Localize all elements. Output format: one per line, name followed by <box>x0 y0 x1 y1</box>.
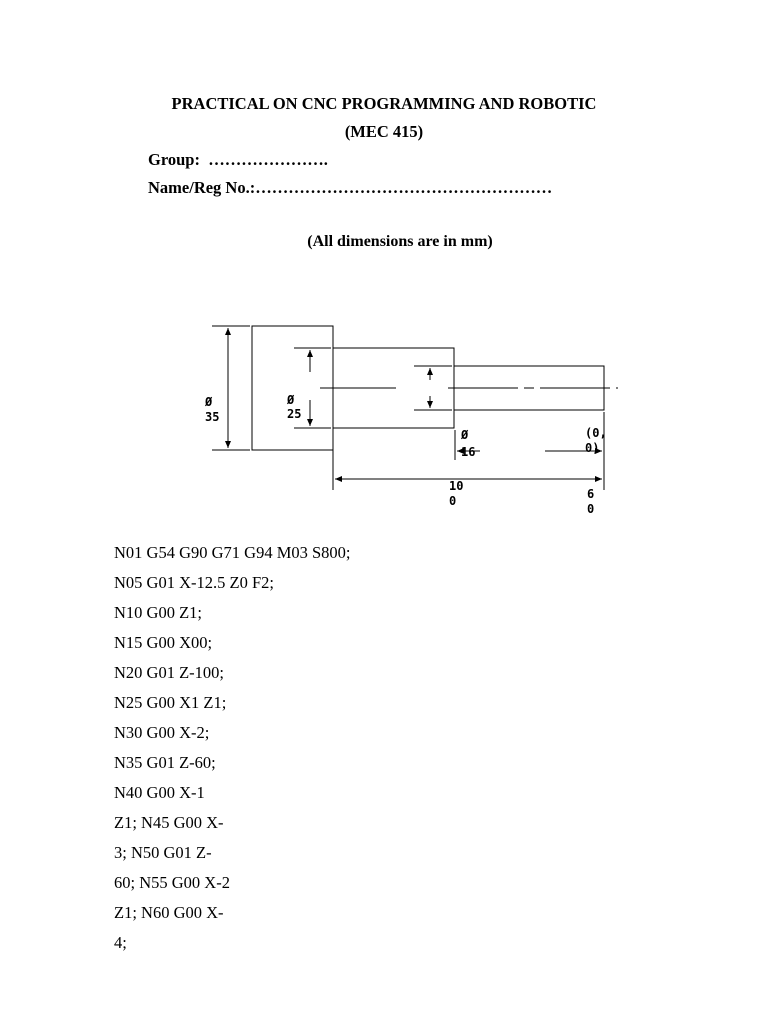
dimensions-note: (All dimensions are in mm) <box>307 233 493 250</box>
course-code: (MEC 415) <box>344 122 424 141</box>
program-line: N05 G01 X-12.5 Z0 F2; <box>114 573 274 592</box>
program-line: N15 G00 X00; <box>114 633 213 652</box>
program-line: 60; N55 G00 X-2 <box>114 873 230 892</box>
dia35-symbol: Ø <box>205 395 213 409</box>
dia25-symbol: Ø <box>287 393 295 407</box>
dia16-symbol: Ø <box>461 428 469 442</box>
program-line: Z1; N60 G00 X- <box>114 903 224 922</box>
group-label: Group: <box>148 150 200 169</box>
document-title: PRACTICAL ON CNC PROGRAMMING AND ROBOTIC <box>171 94 597 113</box>
group-blank: …………………. <box>208 150 328 169</box>
nc-program <box>114 538 351 958</box>
program-line: 4; <box>114 933 127 952</box>
origin-label-line1: (0, <box>585 426 607 440</box>
len100-label-line2: 0 <box>449 494 457 508</box>
program-line: N01 G54 G90 G71 G94 M03 S800; <box>114 543 351 562</box>
program-line: N25 G00 X1 Z1; <box>114 693 227 712</box>
program-line: 3; N50 G01 Z- <box>114 843 212 862</box>
name-reg-label: Name/Reg No.: <box>148 178 256 197</box>
dia35-value: 35 <box>205 410 220 424</box>
program-line: N10 G00 Z1; <box>114 603 202 622</box>
dia16-value: 16 <box>461 445 476 459</box>
program-line: N20 G01 Z-100; <box>114 663 224 682</box>
len100-label-line1: 10 <box>449 479 464 493</box>
program-line: N30 G00 X-2; <box>114 723 210 742</box>
program-line: N40 G00 X-1 <box>114 783 205 802</box>
program-line: N35 G01 Z-60; <box>114 753 216 772</box>
origin-label-line2: 0) <box>585 441 600 455</box>
len60-label-line2: 0 <box>587 502 595 516</box>
dia25-value: 25 <box>287 407 302 421</box>
len60-label-line1: 6 <box>587 487 595 501</box>
name-reg-blank: ……………………………………………… <box>255 178 553 197</box>
program-line: Z1; N45 G00 X- <box>114 813 224 832</box>
